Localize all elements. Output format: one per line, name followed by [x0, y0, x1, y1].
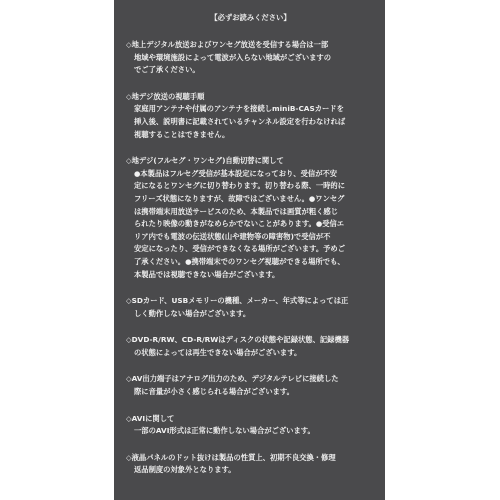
- notice-section-line: 地域や環境施設によって電波が入らない地域がございますの: [134, 52, 332, 62]
- notice-panel: [114, 0, 385, 500]
- notice-section: [126, 295, 375, 320]
- notice-section-title: ◇地デジ放送の視聴手順: [126, 91, 205, 101]
- notice-section-line: しく動作しない場合がございます。: [134, 308, 251, 318]
- notice-section-title: ◇地上デジタル放送およびワンセグ放送を受信する場合は一部: [126, 40, 329, 49]
- notice-section-line: の状態によっては再生できない場合がございます。: [134, 347, 302, 357]
- notice-section: [126, 155, 375, 281]
- notice-section-line: 安定になったり、受信ができなくなる場所がございます。予めご: [134, 244, 346, 254]
- notice-section-line: 一部のAVI形式は正常に動作しない場合がございます。: [134, 426, 315, 436]
- notice-sections: [126, 39, 375, 477]
- notice-section-line: られたり映像の動きがなめらかでないことがあります。●受信エ: [134, 219, 345, 229]
- notice-section: [126, 334, 375, 359]
- notice-section-line: 了承ください。●携帯端末でのワンセグ視聴ができる場所でも、: [134, 256, 345, 266]
- notice-section: [126, 452, 375, 477]
- notice-section-line: 挿入後、説明書に記載されているチャンネル設定を行わなければ: [134, 116, 346, 126]
- notice-section-line: でご了承ください。: [134, 65, 200, 75]
- notice-section-title: ◇液晶パネルのドット抜けは製品の性質上、初期不良交換・修理: [126, 452, 336, 462]
- notice-heading: 【必ずお読みください】: [210, 13, 291, 22]
- notice-section-line: 定になるとワンセグに切り替わります。切り替わる際、一時的に: [134, 181, 346, 191]
- notice-section: [126, 413, 375, 438]
- notice-section-title: ◇DVD-R/RW、CD-R/RWはディスクの状態や記録状態、記録機器: [126, 335, 350, 345]
- notice-section-line: フリーズ状態になりますが、故障ではございません。●ワンセグ: [134, 193, 345, 203]
- notice-section-line: 視聴することはできません。: [134, 129, 230, 139]
- notice-section: [126, 91, 375, 141]
- notice-section-line: リア内でも電波の伝送状態(山や建物等の障害物)で受信が不: [134, 231, 331, 241]
- notice-section-line: 返品制度の対象外となります。: [134, 465, 236, 475]
- notice-section: [126, 39, 375, 77]
- notice-section-title: ◇AV出力端子はアナログ出力のため、デジタルテレビに接続した: [126, 374, 339, 384]
- notice-section-line: 際に音量が小さく感じられる場合がございます。: [134, 387, 294, 397]
- notice-section: [126, 373, 375, 398]
- notice-section-line: は携帯端末用放送サービスのため、本製品では画質が粗く感じ: [134, 206, 339, 216]
- notice-section-line: ●本製品はフルセグ受信が基本設定になっており、受信が不安: [134, 168, 338, 178]
- notice-section-line: 家庭用アンテナや付属のアンテナを接続しminiB-CASカードを: [134, 104, 344, 114]
- notice-section-line: 本製品では視聴できない場合がございます。: [134, 269, 280, 279]
- notice-section-title: ◇SDカード、USBメモリーの機種、メーカー、年式等によっては正: [126, 296, 349, 306]
- notice-section-title: ◇AVIに関して: [126, 413, 175, 423]
- notice-section-title: ◇地デジ(フルセグ・ワンセグ)自動切替に関して: [126, 156, 284, 166]
